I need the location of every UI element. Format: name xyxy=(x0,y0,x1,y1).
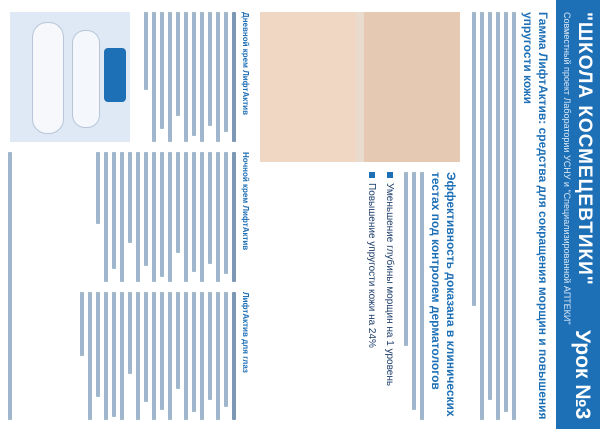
column-title-night: Ночной крем ЛифтАктив xyxy=(241,152,250,251)
product-photo xyxy=(10,12,130,142)
intro-paragraph xyxy=(468,12,516,420)
column-night-text xyxy=(92,152,236,282)
bullet-wrinkles: Уменьшение глубины морщин на 1 уровень xyxy=(383,172,396,386)
bullet-firmness: Повышение упругости кожи на 24% xyxy=(365,172,378,348)
project-subtitle: Совместный проект Лаборатории УСНУ и "Специализированной АПТЕКИ" xyxy=(562,12,572,325)
efficacy-title: Эффективность доказана в клинических тестах под контролем дерматологов xyxy=(429,172,458,417)
page-header xyxy=(556,0,600,429)
before-photo xyxy=(364,12,460,162)
bullet-square-icon xyxy=(387,172,393,178)
after-photo xyxy=(260,12,356,162)
column-title-day: Дневной крем ЛифтАктив xyxy=(241,12,250,116)
cream-jar xyxy=(104,48,126,102)
cream-tube-large xyxy=(32,22,64,134)
school-title: "ШКОЛА КОСМЕЦЕВТИКИ" xyxy=(574,12,595,286)
efficacy-paragraph xyxy=(400,172,424,420)
before-after-photos xyxy=(260,12,460,162)
cream-tube xyxy=(72,30,100,128)
column-title-eyes: ЛифтАктив для глаз xyxy=(241,292,250,373)
bullet-square-icon xyxy=(369,172,375,178)
footer-note xyxy=(0,152,12,420)
page-headline: Гамма ЛифтАктив: средства для сокращения морщин и повышения упругости кожи xyxy=(521,12,550,420)
lesson-number: Урок №3 xyxy=(571,330,594,420)
column-eyes-text xyxy=(76,292,236,420)
column-day-text xyxy=(140,12,236,142)
